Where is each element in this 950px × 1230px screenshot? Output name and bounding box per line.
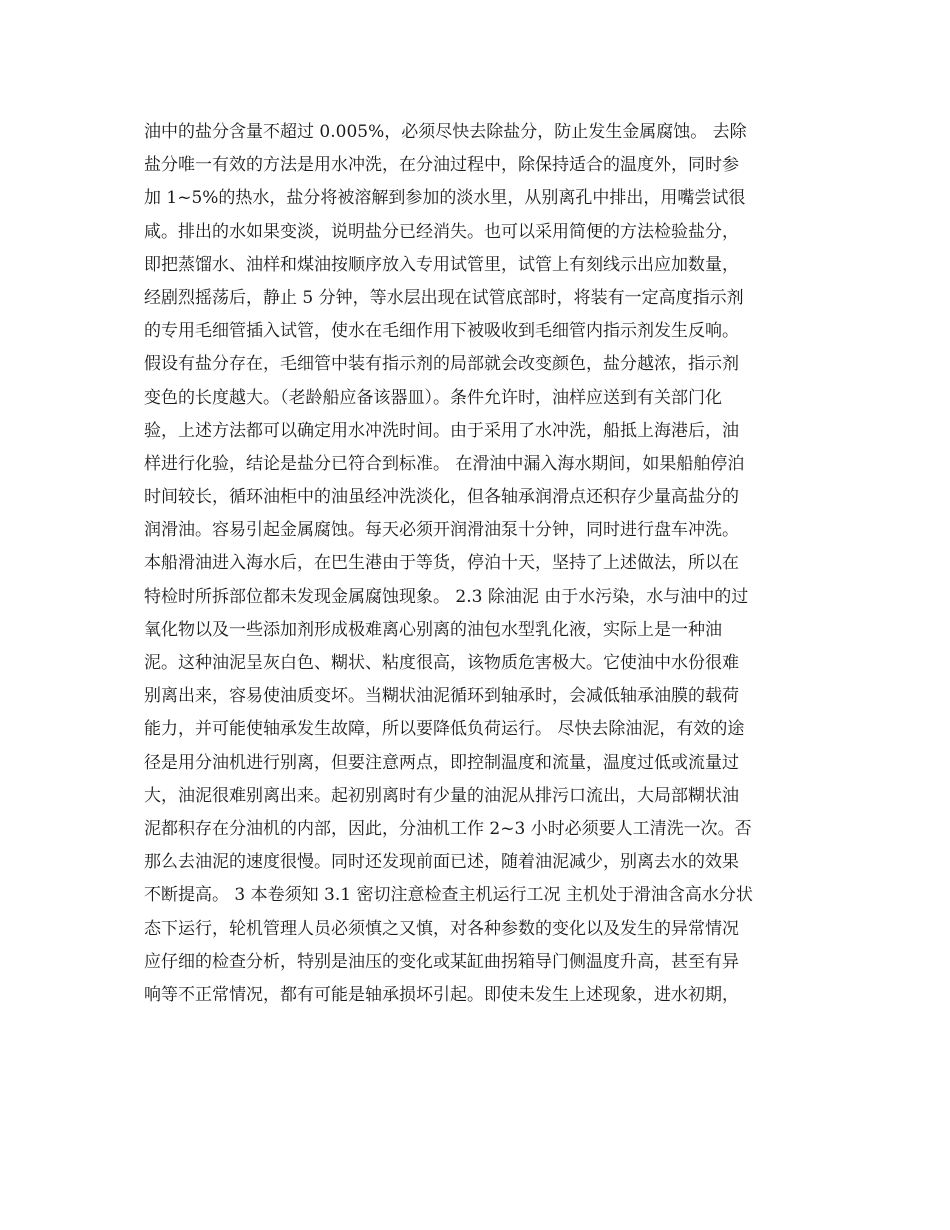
text-line: 大，油泥很难别离出来。起初别离时有少量的油泥从排污口流出，大局部糊状油 xyxy=(144,785,739,806)
text-line: 应仔细的检查分析，特别是油压的变化或某缸曲拐箱导门侧温度升高，甚至有异 xyxy=(144,951,739,972)
text-line: 盐分唯一有效的方法是用水冲洗，在分油过程中，除保持适合的温度外，同时参 xyxy=(144,155,739,176)
text-line: 润滑油。容易引起金属腐蚀。每天必须开润滑油泵十分钟，同时进行盘车冲洗。 xyxy=(144,520,739,541)
text-line: 径是用分油机进行别离，但要注意两点，即控制温度和流量，温度过低或流量过 xyxy=(144,752,739,773)
text-line: 验，上述方法都可以确定用水冲洗时间。由于采用了水冲洗，船抵上海港后，油 xyxy=(144,420,739,441)
text-line: 泥都积存在分油机的内部，因此，分油机工作 2~3 小时必须要人工清洗一次。否 xyxy=(144,818,752,839)
text-line: 氧化物以及一些添加剂形成极难离心别离的油包水型乳化液，实际上是一种油 xyxy=(144,619,722,640)
text-line: 即把蒸馏水、油样和煤油按顺序放入专用试管里，试管上有刻线示出应加数量， xyxy=(144,254,739,275)
text-line: 态下运行，轮机管理人员必须慎之又慎，对各种参数的变化以及发生的异常情况 xyxy=(144,918,739,939)
text-line: 经剧烈摇荡后，静止 5 分钟，等水层出现在试管底部时，将装有一定高度指示剂 xyxy=(144,287,744,308)
text-line: 样进行化验，结论是盐分已符合到标准。 在滑油中漏入海水期间，如果船舶停泊 xyxy=(144,453,745,474)
text-line: 特检时所拆部位都未发现金属腐蚀现象。 2.3 除油泥 由于水污染，水与油中的过 xyxy=(144,586,749,607)
text-line: 那么去油泥的速度很慢。同时还发现前面已述，随着油泥减少，别离去水的效果 xyxy=(144,852,739,873)
body-text xyxy=(144,116,814,1012)
text-line: 不断提高。 3 本卷须知 3.1 密切注意检查主机运行工况 主机处于滑油含高水分状 xyxy=(144,885,753,906)
text-line: 泥。这种油泥呈灰白色、糊状、粘度很高，该物质危害极大。它使油中水份很难 xyxy=(144,653,739,673)
text-line: 别离出来，容易使油质变坏。当糊状油泥循环到轴承时，会减低轴承油膜的载荷 xyxy=(144,686,739,707)
text-line: 响等不正常情况，都有可能是轴承损坏引起。即使未发生上述现象，进水初期， xyxy=(144,984,739,1005)
text-line: 能力，并可能使轴承发生故障，所以要降低负荷运行。 尽快去除油泥，有效的途 xyxy=(144,719,745,740)
text-line: 加 1~5%的热水，盐分将被溶解到参加的淡水里，从别离孔中排出，用嘴尝试很 xyxy=(144,188,746,209)
text-line: 时间较长，循环油柜中的油虽经冲洗淡化，但各轴承润滑点还积存少量高盐分的 xyxy=(144,487,739,508)
text-line: 咸。排出的水如果变淡，说明盐分已经消失。也可以采用简便的方法检验盐分， xyxy=(144,221,739,242)
text-line: 的专用毛细管插入试管，使水在毛细作用下被吸收到毛细管内指示剂发生反响。 xyxy=(144,321,739,342)
text-line: 变色的长度越大。（老龄船应备该器皿）。条件允许时，油样应送到有关部门化 xyxy=(144,387,722,408)
text-line: 假设有盐分存在，毛细管中装有指示剂的局部就会改变颜色，盐分越浓，指示剂 xyxy=(144,354,739,375)
text-line: 本船滑油进入海水后，在巴生港由于等货，停泊十天，坚持了上述做法，所以在 xyxy=(144,553,739,574)
text-line: 油中的盐分含量不超过 0.005%，必须尽快去除盐分，防止发生金属腐蚀。 去除 xyxy=(144,122,747,142)
